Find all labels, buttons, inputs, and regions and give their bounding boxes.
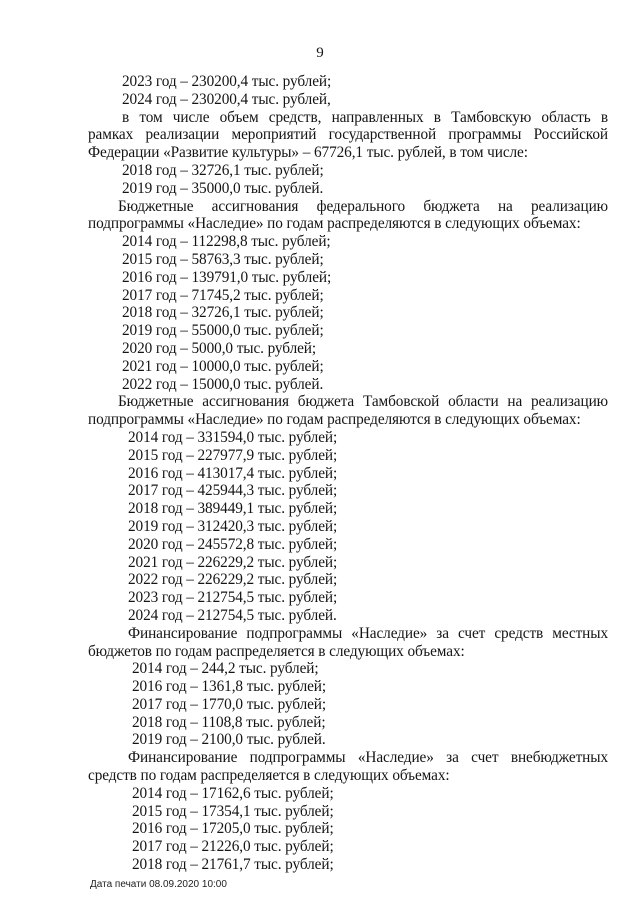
text-line: 2020 год – 245572,8 тыс. рублей; [128, 535, 338, 553]
text-line: Федерации «Развитие культуры» – 67726,1 тыс. рублей, в том числе: [88, 144, 528, 162]
text-line: Финансирование подпрограммы «Наследие» за счет внебюджетных [128, 749, 608, 767]
text-line: 2017 год – 425944,3 тыс. рублей; [128, 482, 338, 500]
text-line: средств по годам распределяется в следующих объемах: [88, 767, 450, 785]
text-line: 2022 год – 226229,2 тыс. рублей; [128, 571, 338, 589]
text-line: 2018 год – 32726,1 тыс. рублей; [122, 304, 324, 322]
print-date: Дата печати 08.09.2020 10:00 [90, 879, 227, 890]
text-line: 2017 год – 1770,0 тыс. рублей; [132, 695, 327, 713]
text-line: 2015 год – 17354,1 тыс. рублей; [132, 802, 334, 820]
text-line: 2014 год – 244,2 тыс. рублей; [132, 660, 319, 678]
text-line: 2024 год – 212754,5 тыс. рублей. [128, 606, 337, 624]
text-line: подпрограммы «Наследие» по годам распределяются в следующих объемах: [88, 215, 581, 233]
text-line: 2020 год – 5000,0 тыс. рублей; [122, 339, 317, 357]
text-line: 2023 год – 212754,5 тыс. рублей; [128, 589, 338, 607]
text-line: 2015 год – 58763,3 тыс. рублей; [122, 250, 324, 268]
text-line: Финансирование подпрограммы «Наследие» за счет средств местных [128, 624, 608, 642]
text-line: 2017 год – 21226,0 тыс. рублей; [132, 838, 334, 856]
page-number: 9 [316, 45, 324, 61]
text-line: 2016 год – 413017,4 тыс. рублей; [128, 464, 338, 482]
text-line: 2022 год – 15000,0 тыс. рублей. [122, 375, 324, 393]
text-line: 2021 год – 10000,0 тыс. рублей; [122, 357, 324, 375]
text-line: подпрограммы «Наследие» по годам распределяются в следующих объемах: [88, 411, 581, 429]
text-line: в том числе объем средств, направленных в Тамбовскую область в [122, 108, 608, 126]
text-line: 2014 год – 17162,6 тыс. рублей; [132, 784, 334, 802]
text-line: 2014 год – 331594,0 тыс. рублей; [128, 428, 338, 446]
text-line: Бюджетные ассигнования федерального бюджета на реализацию [118, 197, 608, 215]
document-body [88, 73, 608, 874]
text-line: 2017 год – 71745,2 тыс. рублей; [122, 286, 324, 304]
text-line: 2014 год – 112298,8 тыс. рублей; [122, 233, 331, 251]
text-line: 2018 год – 1108,8 тыс. рублей; [132, 713, 326, 731]
text-line: 2018 год – 389449,1 тыс. рублей; [128, 500, 338, 518]
text-line: 2021 год – 226229,2 тыс. рублей; [128, 553, 338, 571]
text-line: 2019 год – 2100,0 тыс. рублей. [132, 731, 326, 749]
text-line: 2019 год – 312420,3 тыс. рублей; [128, 517, 338, 535]
text-line: бюджетов по годам распределяется в следующих объемах: [88, 642, 465, 660]
text-line: Бюджетные ассигнования бюджета Тамбовской области на реализацию [118, 393, 608, 411]
text-line: 2016 год – 1361,8 тыс. рублей; [132, 678, 327, 696]
text-line: 2019 год – 55000,0 тыс. рублей; [122, 322, 324, 340]
text-line: 2016 год – 139791,0 тыс. рублей; [122, 268, 332, 286]
text-line: 2024 год – 230200,4 тыс. рублей, [122, 90, 331, 108]
text-line: 2018 год – 32726,1 тыс. рублей; [122, 161, 324, 179]
text-line: 2016 год – 17205,0 тыс. рублей; [132, 820, 334, 838]
text-line: 2018 год – 21761,7 тыс. рублей; [132, 856, 334, 874]
text-line: 2015 год – 227977,9 тыс. рублей; [128, 446, 338, 464]
text-line: рамках реализации мероприятий государственной программы Российской [88, 126, 608, 144]
text-line: 2023 год – 230200,4 тыс. рублей; [122, 73, 332, 90]
text-line: 2019 год – 35000,0 тыс. рублей. [122, 179, 324, 197]
